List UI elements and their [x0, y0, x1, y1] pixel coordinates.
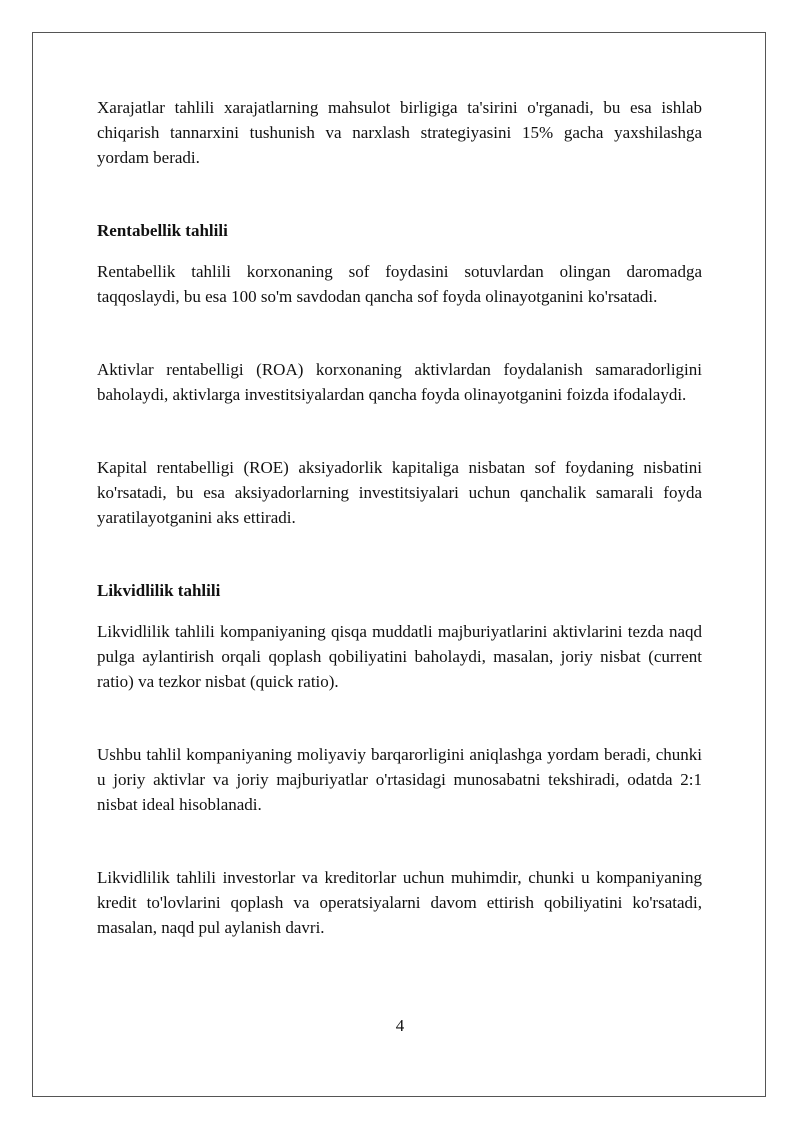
paragraph-roe: Kapital rentabelligi (ROE) aksiyadorlik kapitaliga nisbatan sof foydaning nisbatini ko'rsatadi, bu esa aksiyadorlarning investitsiyalari uchun qanchalik samarali foyda yaratilayotganini aks ettiradi.	[97, 458, 702, 527]
paragraph-roa: Aktivlar rentabelligi (ROA) korxonaning aktivlardan foydalanish samaradorligini baholaydi, aktivlarga investitsiyalardan qancha foyda olinayotganini foizda ifodalaydi.	[97, 360, 702, 404]
paragraph-profitability-intro: Rentabellik tahlili korxonaning sof foydasini sotuvlardan olingan daromadga taqqoslaydi, bu esa 100 so'm savdodan qancha sof foyda olinayotganini ko'rsatadi.	[97, 262, 702, 306]
paragraph-liquidity-intro: Likvidlilik tahlili kompaniyaning qisqa muddatli majburiyatlarini aktivlarini tezda naqd pulga aylantirish orqali qoplash qobiliyatini baholaydi, masalan, joriy nisbat (current ratio) va tezkor nisbat (quick ratio).	[97, 622, 702, 691]
paragraph-liquidity-stability: Ushbu tahlil kompaniyaning moliyaviy barqarorligini aniqlashga yordam beradi, chunki u joriy aktivlar va joriy majburiyatlar o'rtasidagi munosabatni tekshiradi, odatda 2:1 nisbat ideal hisoblanadi.	[97, 745, 702, 814]
document-body	[97, 95, 702, 940]
paragraph-cost-analysis: Xarajatlar tahlili xarajatlarning mahsulot birligiga ta'sirini o'rganadi, bu esa ishlab chiqarish tannarxini tushunish va narxlash strategiyasini 15% gacha yaxshilashga yordam beradi.	[97, 98, 702, 167]
paragraph-liquidity-investors: Likvidlilik tahlili investorlar va kreditorlar uchun muhimdir, chunki u kompaniyaning kredit to'lovlarini qoplash va operatsiyalarni davom ettirish qobiliyatini ko'rsatadi, masalan, naqd pul aylanish davri.	[97, 868, 702, 937]
heading-profitability-analysis: Rentabellik tahlili	[97, 221, 228, 240]
heading-liquidity-analysis: Likvidlilik tahlili	[97, 581, 221, 600]
page-number: 4	[395, 1016, 405, 1035]
